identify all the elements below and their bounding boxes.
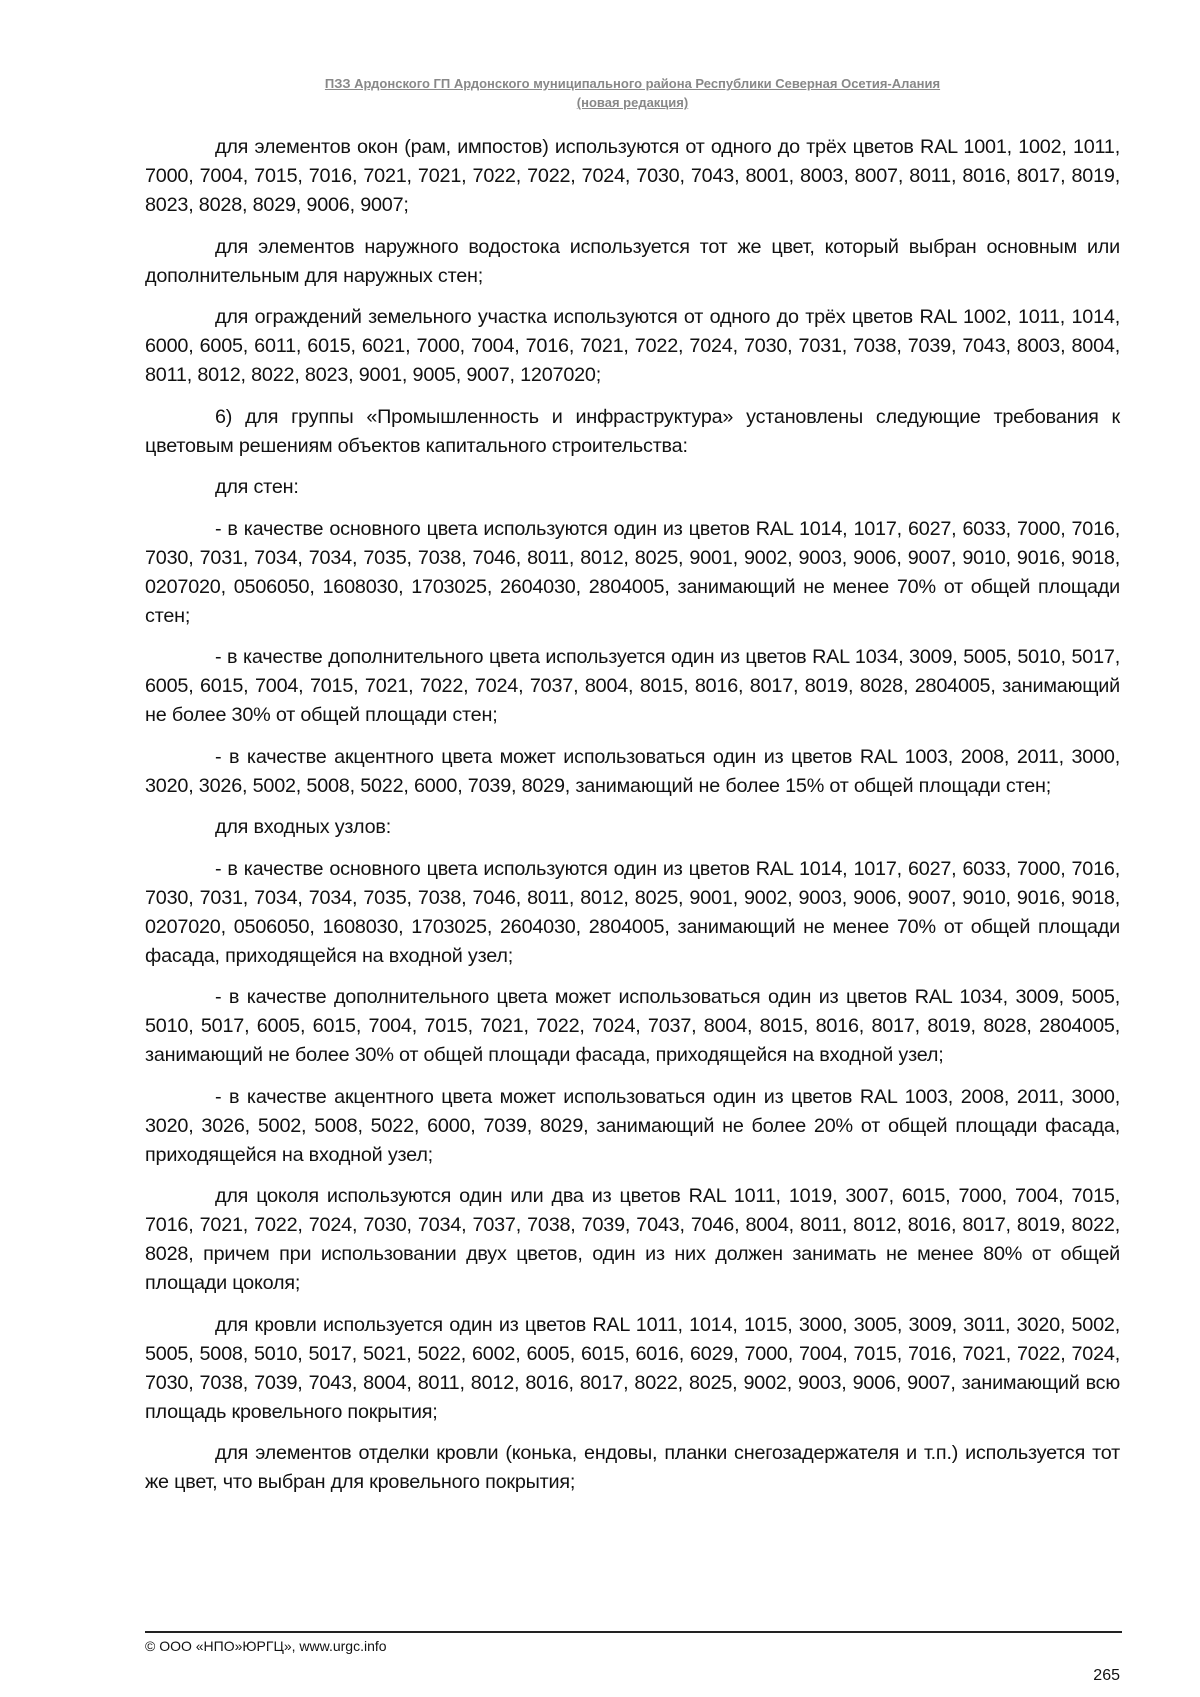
paragraph-roof-colors: для кровли используется один из цветов RAL 1011, 1014, 1015, 3000, 3005, 3009, 3011, 3020, 5002, 5005, 5008, 5010, 5017, 5021, 5022, 6002, 6005, 6015, 6016, 6029, 7000, 7004, 7015, 7016, 7021, 7022, 7024, 7030, 7038, 7039, 7043, 8004, 8011, 8012, 8016, 8017, 8022, 8025, 9002, 9003, 9006, 9007, занимающий всю площадь кровельного покрытия; (145, 1313, 1120, 1423)
header-title: ПЗЗ Ардонского ГП Ардонского муниципального района Республики Северная Осетия-Алания (324, 76, 941, 91)
paragraph-entrance-accent-color: - в качестве акцентного цвета может использоваться один из цветов RAL 1003, 2008, 2011, 3000, 3020, 3026, 5002, 5008, 5022, 6000, 7039, 8029, занимающий не более 20% от общей площади фасада, приходящейся на входной узел; (145, 1085, 1120, 1166)
paragraph-walls-heading: для стен: (215, 476, 299, 498)
footer-copyright: © ООО «НПО»ЮРГЦ», www.urgc.info (145, 1638, 387, 1654)
paragraph-walls-additional-color: - в качестве дополнительного цвета используется один из цветов RAL 1034, 3009, 5005, 5010, 5017, 6005, 6015, 7004, 7015, 7021, 7022, 7024, 7037, 8004, 8015, 8016, 8017, 8019, 8028, 2804005, занимающий не более 30% от общей площади стен; (145, 646, 1120, 726)
paragraph-entrance-heading: для входных узлов: (215, 816, 392, 838)
page-header (145, 74, 1120, 112)
header-subtitle: (новая редакция) (576, 95, 689, 110)
document-body (145, 133, 1120, 1510)
paragraph-walls-main-color: - в качестве основного цвета используются один из цветов RAL 1014, 1017, 6027, 6033, 7000, 7016, 7030, 7031, 7034, 7034, 7035, 7038, 7046, 8011, 8012, 8025, 9001, 9002, 9003, 9006, 9007, 9010, 9016, 9018, 0207020, 0506050, 1608030, 1703025, 2604030, 2804005, занимающий не менее 70% от общей площади стен; (145, 517, 1120, 627)
paragraph-fence-colors: для ограждений земельного участка используются от одного до трёх цветов RAL 1002, 1011, 1014, 6000, 6005, 6011, 6015, 6021, 7000, 7004, 7016, 7021, 7022, 7024, 7030, 7031, 7038, 7039, 7043, 8003, 8004, 8011, 8012, 8022, 8023, 9001, 9005, 9007, 1207020; (145, 306, 1120, 386)
page-number: 265 (1093, 1667, 1120, 1684)
paragraph-entrance-additional-color: - в качестве дополнительного цвета может использоваться один из цветов RAL 1034, 3009, 5005, 5010, 5017, 6005, 6015, 7004, 7015, 7021, 7022, 7024, 7037, 8004, 8015, 8016, 8017, 8019, 8028, 2804005, занимающий не более 30% от общей площади фасада, приходящейся на входной узел; (145, 986, 1120, 1066)
paragraph-drainage-colors: для элементов наружного водостока используется тот же цвет, который выбран основным или дополнительным для наружных стен; (145, 235, 1120, 287)
paragraph-walls-accent-color: - в качестве акцентного цвета может использоваться один из цветов RAL 1003, 2008, 2011, 3000, 3020, 3026, 5002, 5008, 5022, 6000, 7039, 8029, занимающий не более 15% от общей площади стен; (145, 745, 1120, 797)
paragraph-window-colors: для элементов окон (рам, импостов) используются от одного до трёх цветов RAL 1001, 1002, 1011, 7000, 7004, 7015, 7016, 7021, 7021, 7022, 7022, 7024, 7030, 7043, 8001, 8003, 8007, 8011, 8016, 8017, 8019, 8023, 8028, 8029, 9006, 9007; (145, 136, 1120, 216)
paragraph-entrance-main-color: - в качестве основного цвета используются один из цветов RAL 1014, 1017, 6027, 6033, 7000, 7016, 7030, 7031, 7034, 7034, 7035, 7038, 7046, 8011, 8012, 8025, 9001, 9002, 9003, 9006, 9007, 9010, 9016, 9018, 0207020, 0506050, 1608030, 1703025, 2604030, 2804005, занимающий не менее 70% от общей площади фасада, приходящейся на входной узел; (145, 857, 1120, 967)
paragraph-plinth-colors: для цоколя используются один или два из цветов RAL 1011, 1019, 3007, 6015, 7000, 7004, 7015, 7016, 7021, 7022, 7024, 7030, 7034, 7037, 7038, 7039, 7043, 7046, 8004, 8011, 8012, 8016, 8017, 8019, 8022, 8028, причем при использовании двух цветов, один из них должен занимать не менее 80% от общей площади цоколя; (145, 1185, 1120, 1294)
footer-divider (145, 1631, 1122, 1633)
paragraph-roof-trim-colors: для элементов отделки кровли (конька, ендовы, планки снегозадержателя и т.п.) используется тот же цвет, что выбран для кровельного покрытия; (145, 1442, 1120, 1493)
paragraph-industry-group: 6) для группы «Промышленность и инфраструктура» установлены следующие требования к цветовым решениям объектов капитального строительства: (145, 405, 1120, 457)
